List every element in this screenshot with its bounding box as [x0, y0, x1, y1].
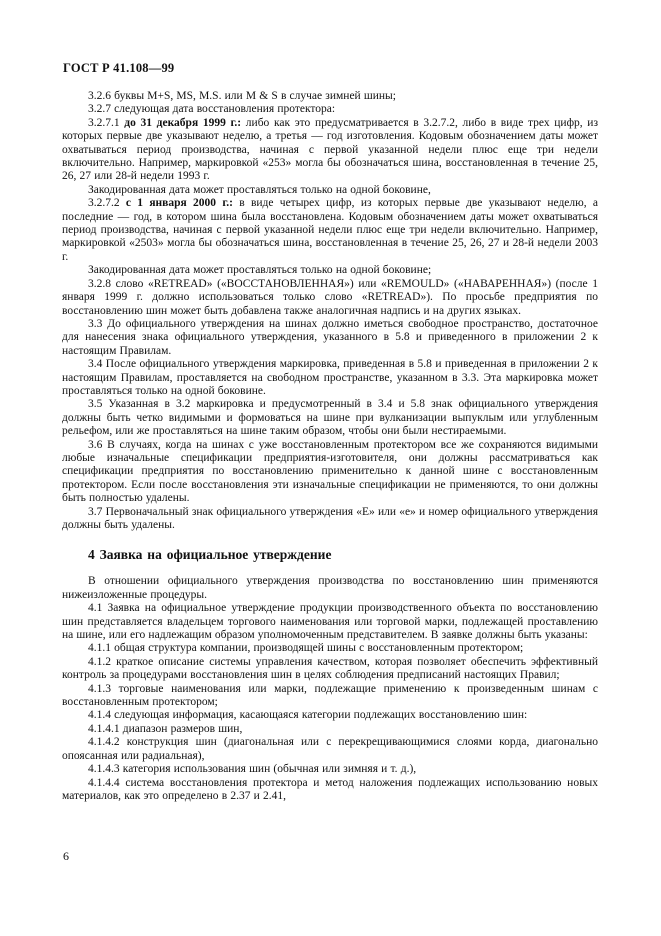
body-paragraph: [62, 683, 598, 710]
body-paragraph: [62, 506, 598, 533]
document-body: [62, 90, 598, 803]
text-run: 4 Заявка на официальное утверждение: [88, 547, 332, 563]
text-run: 3.3 До официального утверждения на шинах должно иметься свободное пространство, достаточное для нанесения знака официального утверждения, указанного в 5.8 и приведенного в приложении 2 к настоящим Правилам.: [62, 317, 598, 357]
body-paragraph: [62, 656, 598, 683]
page-footer: [63, 849, 69, 864]
body-paragraph: [62, 103, 598, 116]
body-paragraph: [62, 318, 598, 358]
text-run: 3.2.7 следующая дата восстановления протектора:: [88, 103, 336, 116]
body-paragraph: [62, 358, 598, 398]
body-paragraph: [62, 602, 598, 642]
text-run: 3.2.7.1: [88, 116, 125, 129]
body-paragraph: [62, 723, 598, 736]
body-paragraph: [62, 398, 598, 438]
body-paragraph: [62, 575, 598, 602]
body-paragraph: [62, 184, 598, 197]
text-run: 3.2.6 буквы M+S, MS, M.S. или M & S в случае зимней шины;: [88, 90, 396, 102]
text-run: 3.6 В случаях, когда на шинах с уже восстановленным протектором все же сохраняются видимыми любые изначальные спецификации предприятия-изготовителя, они должны рассматриваться как спецификации предприятия по восстановлению применительно к данной шине с восстановленным протектором. Если после восстановления эти изначальные спецификации не применяются, то они должны быть полностью удалены.: [62, 438, 598, 505]
text-run: 3.4 После официального утверждения маркировка, приведенная в 5.8 и приведенная в приложении 2 к настоящим Правилам, проставляется на свободном пространстве, указанном в 3.3. Эта маркировка может проставляться только на одной боковине.: [62, 358, 598, 397]
page-header: [63, 61, 174, 76]
body-paragraph: [62, 117, 598, 184]
text-run: 4.1.4.4 система восстановления протектора и метод наложения подлежащих использованию новых материалов, как это определено в 2.37 и 2.41,: [62, 776, 598, 802]
body-paragraph: [62, 439, 598, 506]
document-code: ГОСТ Р 41.108—99: [63, 61, 175, 75]
text-run: 4.1.4.1 диапазон размеров шин,: [88, 722, 243, 735]
body-paragraph: [62, 278, 598, 318]
text-run: 4.1.2 краткое описание системы управления качеством, которая позволяет обеспечить эффективный контроль за процедурами восстановления шин в целях соблюдения предписаний настоящих Правил;: [62, 655, 598, 682]
body-paragraph: [62, 777, 598, 804]
text-run: 4.1 Заявка на официальное утверждение продукции производственного объекта по восстановлению шин представляется владельцем торгового наименования или торговой марки, подлежащей проставлению на шине, или его надлежащим образом уполномоченным представителем. В заявке должны быть указаны:: [62, 602, 598, 642]
text-run: 3.2.7.2: [88, 197, 126, 210]
text-run: в виде четырех цифр, из которых первые две указывают неделю, а последние — год, в котором шина была восстановлена. Кодовым обозначением даты может охватываться период производства, начиная с первой указанной недели плюс еще три недели включительно. Например, маркировкой «2503» могла бы обозначаться шина, восстановленная в течение 25, 26, 27 и 28-й недели 2003 г.: [62, 197, 599, 263]
text-run: Закодированная дата может проставляться только на одной боковине,: [88, 183, 431, 196]
text-run: 4.1.1 общая структура компании, производящей шины с восстановленным протектором;: [88, 642, 524, 655]
body-paragraph: [62, 642, 598, 655]
text-run: 3.7 Первоначальный знак официального утверждения «Е» или «е» и номер официального утверждения должны быть удалены.: [62, 505, 598, 531]
text-run: 4.1.4 следующая информация, касающаяся категории подлежащих восстановлению шин:: [88, 709, 528, 722]
body-paragraph: [62, 709, 598, 722]
text-run: В отношении официального утверждения производства по восстановлению шин применяются нижеизложенные процедуры.: [62, 575, 598, 601]
bold-text-run: с 1 января 2000 г.:: [125, 197, 233, 210]
text-run: либо как это предусматривается в 3.2.7.2, либо в виде трех цифр, из которых первые две указывают неделю, а третья — год изготовления. Кодовым обозначением даты может охватываться период производства, начиная с первой указанной недели плюс еще три недели включительно. Например, маркировкой «253» могла бы обозначаться шина, восстановленная в течение 25, 26, 27 или 28-й недели 1993 г.: [62, 116, 599, 183]
bold-text-run: до 31 декабря 1999 г.:: [124, 116, 242, 129]
body-paragraph: [62, 763, 598, 776]
body-paragraph: [62, 197, 598, 264]
body-paragraph: [62, 90, 598, 103]
text-run: 3.5 Указанная в 3.2 маркировка и предусмотренный в 3.4 и 5.8 знак официального утверждения должны быть четко видимыми и формоваться на шине при вулканизации выпуклым или углубленным рельефом, или же проставляться на шине таким образом, чтобы они были нестираемыми.: [62, 398, 598, 438]
page-number: 6: [63, 849, 69, 863]
text-run: 4.1.4.2 конструкция шин (диагональная или с перекрещивающимися слоями корда, диагонально опоясанная или радиальная),: [62, 736, 598, 762]
text-run: 4.1.4.3 категория использования шин (обычная или зимняя и т. д.),: [88, 763, 417, 776]
text-run: 3.2.8 слово «RETREAD» («ВОССТАНОВЛЕННАЯ») или «REMOULD» («НАВАРЕННАЯ») (после 1 января 1999 г. должно использоваться только слово «RETREAD»). По просьбе предприятия по восстановлению шин может быть добавлена также аналогичная надпись и на других языках.: [62, 277, 598, 317]
text-run: Закодированная дата может проставляться только на одной боковине;: [88, 264, 432, 277]
body-paragraph: [62, 736, 598, 763]
section-heading: [62, 547, 598, 563]
text-run: 4.1.3 торговые наименования или марки, подлежащие применению к произведенным шинам с восстановленным протектором;: [62, 682, 598, 709]
body-paragraph: [62, 264, 598, 277]
